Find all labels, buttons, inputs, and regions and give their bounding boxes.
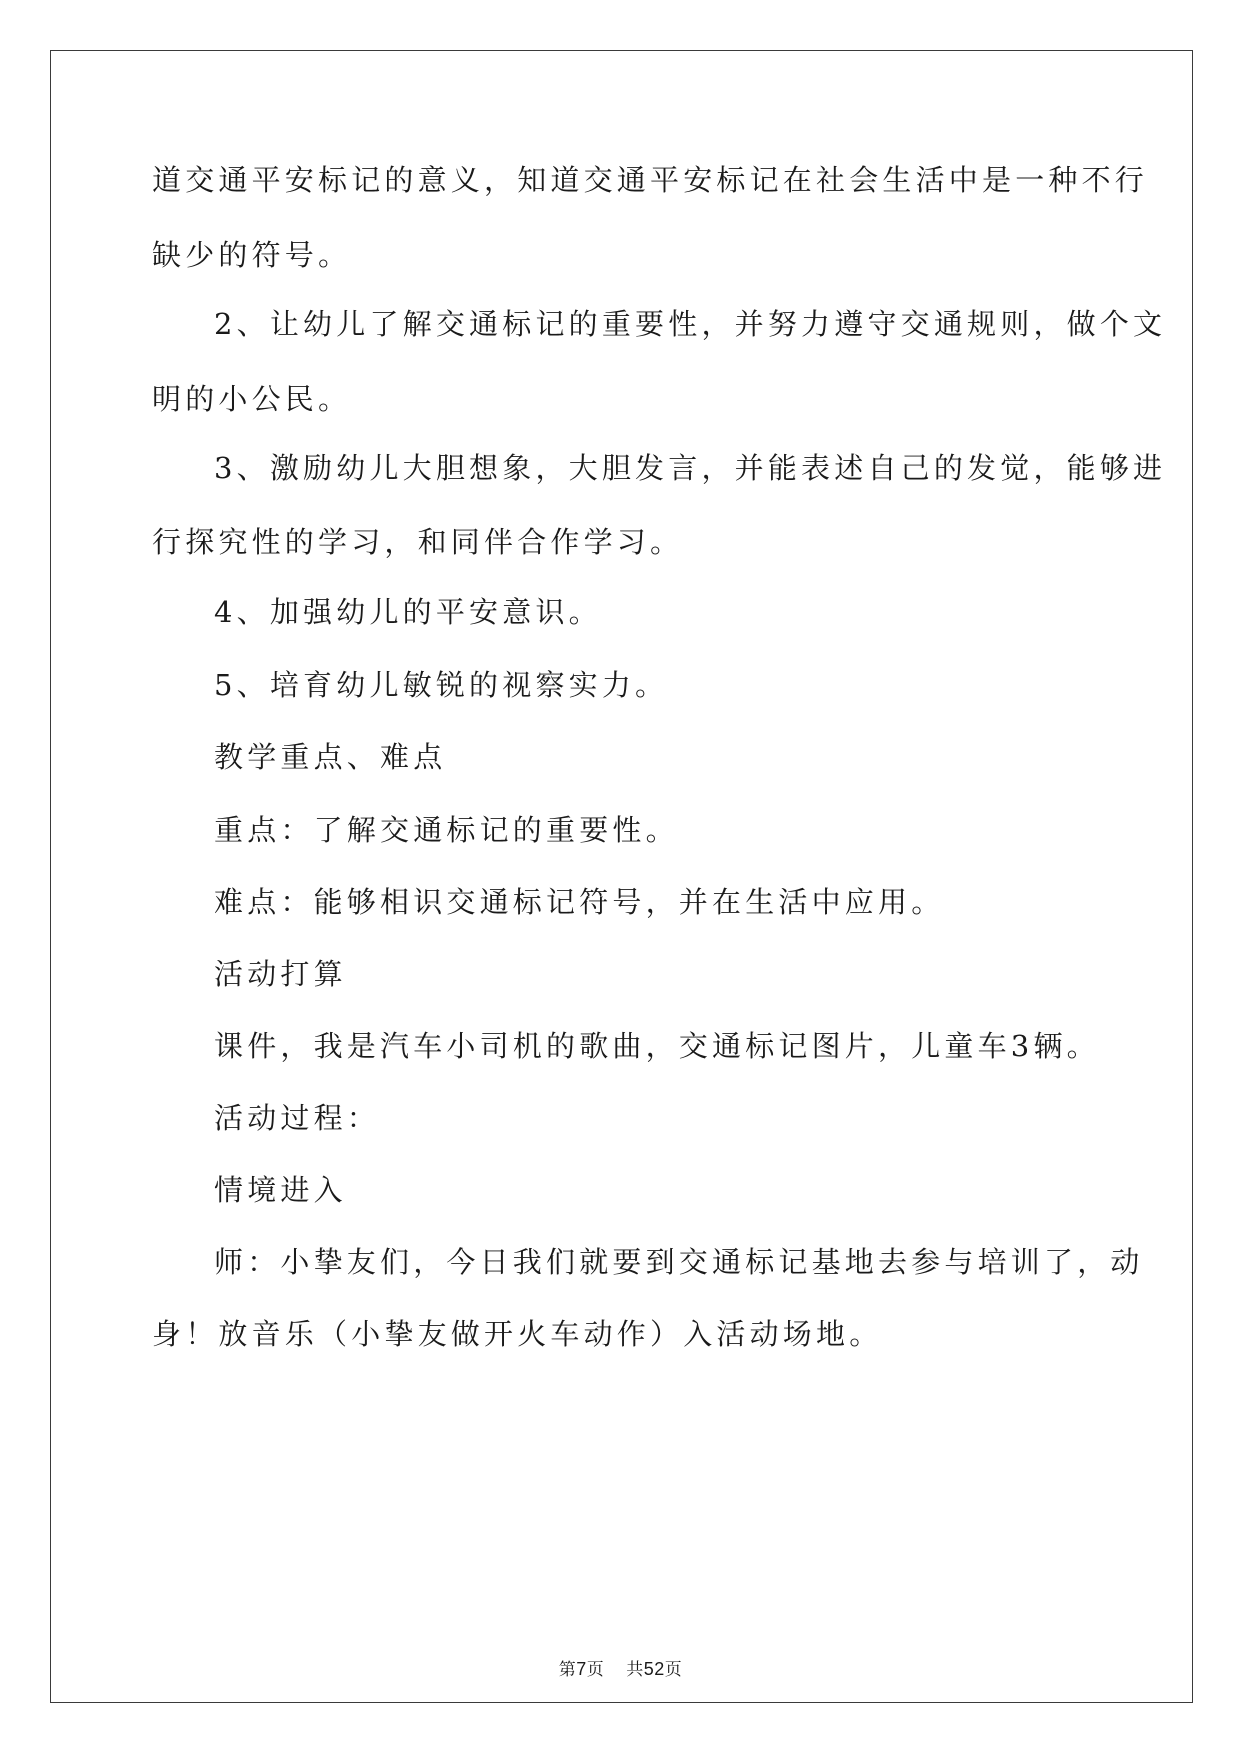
page-border bbox=[50, 50, 1193, 1703]
total-prefix: 共 bbox=[626, 1660, 644, 1680]
text-line: 4、加强幼儿的平安意识。 bbox=[214, 595, 602, 629]
text-line: 身！放音乐（小挚友做开火车动作）入活动场地。 bbox=[152, 1317, 883, 1351]
text-line: 5、培育幼儿敏锐的视察实力。 bbox=[214, 668, 669, 702]
text-line: 重点：了解交通标记的重要性。 bbox=[214, 813, 679, 847]
section-heading: 活动打算 bbox=[214, 957, 347, 991]
section-heading: 活动过程： bbox=[214, 1101, 381, 1135]
total-pages: 52 bbox=[643, 1659, 665, 1679]
page-suffix: 页 bbox=[586, 1660, 605, 1680]
total-suffix: 页 bbox=[664, 1660, 683, 1680]
text-line: 师：小挚友们，今日我们就要到交通标记基地去参与培训了，动 bbox=[214, 1245, 1144, 1279]
page-prefix: 第 bbox=[558, 1660, 577, 1680]
text-line: 2、让幼儿了解交通标记的重要性，并努力遵守交通规则，做个文 bbox=[214, 307, 1167, 341]
page-footer bbox=[0, 1655, 1241, 1680]
text-line: 道交通平安标记的意义，知道交通平安标记在社会生活中是一种不行 bbox=[152, 163, 1149, 197]
text-line: 3、激励幼儿大胆想象，大胆发言，并能表述自己的发觉，能够进 bbox=[214, 451, 1167, 485]
text-line: 课件，我是汽车小司机的歌曲，交通标记图片，儿童车3辆。 bbox=[214, 1029, 1100, 1063]
text-line: 缺少的符号。 bbox=[152, 238, 352, 272]
text-line: 明的小公民。 bbox=[152, 382, 352, 416]
text-line: 难点：能够相识交通标记符号，并在生活中应用。 bbox=[214, 885, 945, 919]
text-line: 行探究性的学习，和同伴合作学习。 bbox=[152, 525, 684, 559]
section-heading: 情境进入 bbox=[214, 1173, 347, 1207]
page-number: 7 bbox=[576, 1659, 587, 1679]
section-heading: 教学重点、难点 bbox=[214, 740, 447, 774]
